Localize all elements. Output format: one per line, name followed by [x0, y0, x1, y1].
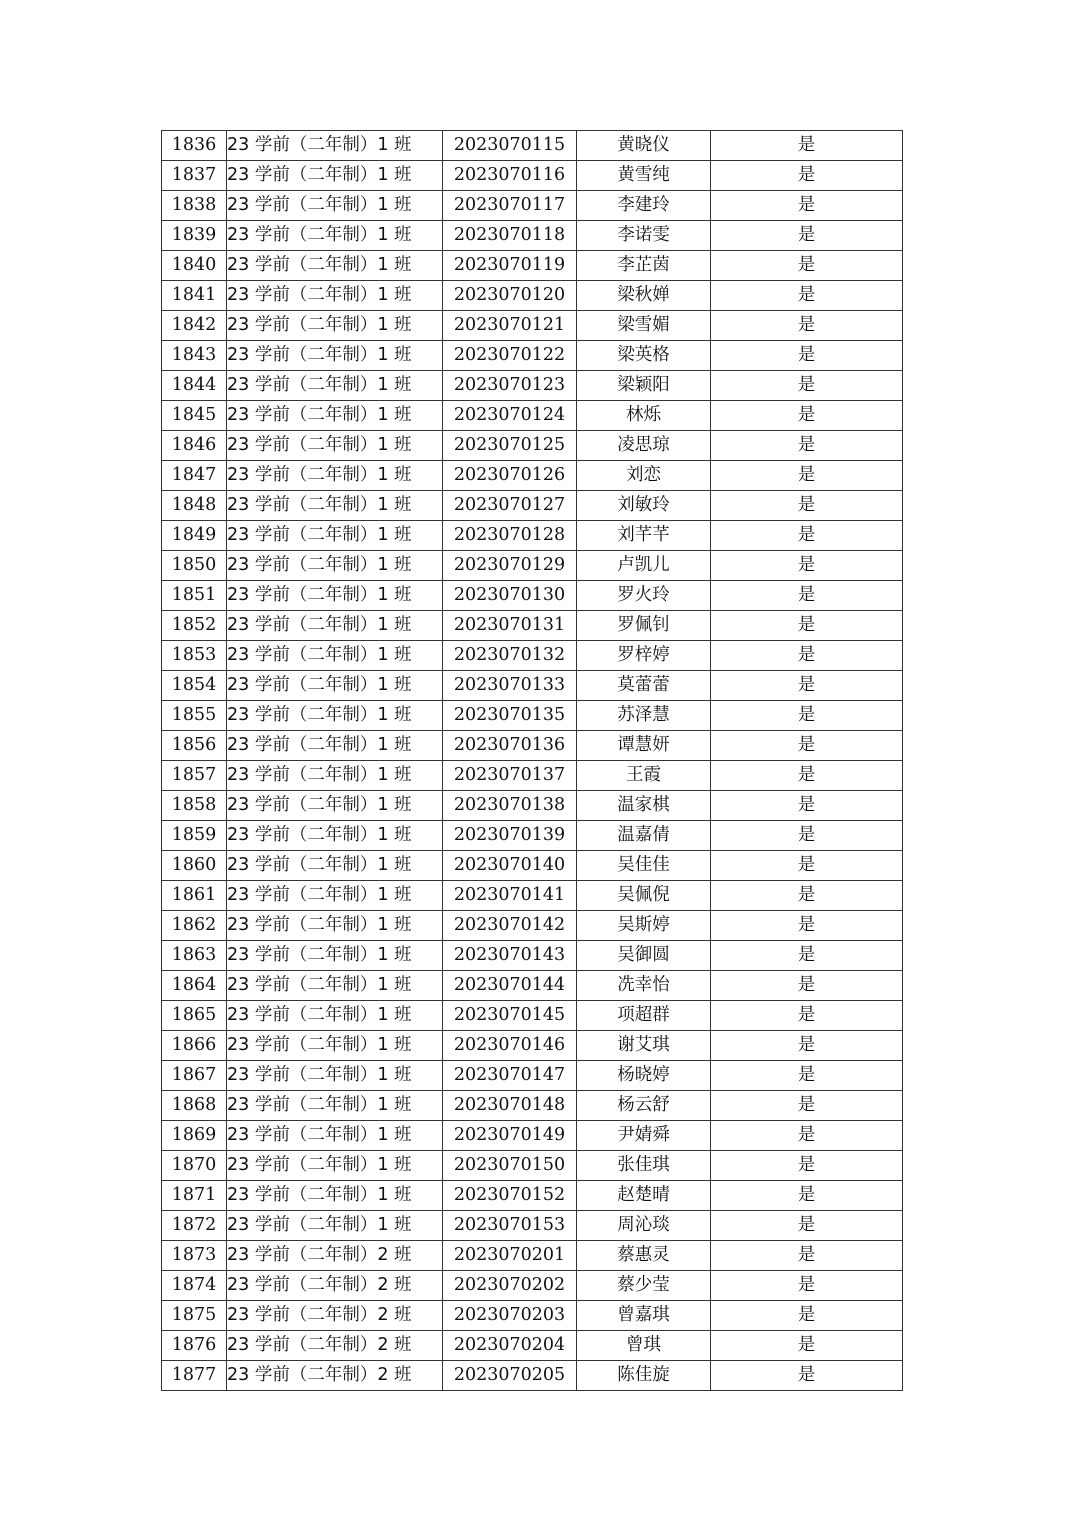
table-row	[162, 161, 903, 191]
table-row	[162, 1031, 903, 1061]
student-id-cell: 2023070202	[443, 1271, 577, 1301]
class-name-cell: 23 学前（二年制）1 班	[227, 521, 443, 551]
class-name-cell: 23 学前（二年制）2 班	[227, 1241, 443, 1271]
student-name-cell: 杨云舒	[577, 1091, 711, 1121]
student-id-cell: 2023070130	[443, 581, 577, 611]
row-number-cell: 1855	[162, 701, 227, 731]
row-number-cell: 1876	[162, 1331, 227, 1361]
table-row	[162, 761, 903, 791]
class-name-cell: 23 学前（二年制）1 班	[227, 1031, 443, 1061]
status-flag-cell: 是	[711, 431, 903, 461]
status-flag-cell: 是	[711, 911, 903, 941]
table-row	[162, 1091, 903, 1121]
table-row	[162, 1271, 903, 1301]
status-flag-cell: 是	[711, 1361, 903, 1391]
student-id-cell: 2023070150	[443, 1151, 577, 1181]
class-name-cell: 23 学前（二年制）1 班	[227, 941, 443, 971]
class-name-cell: 23 学前（二年制）1 班	[227, 881, 443, 911]
table-row	[162, 701, 903, 731]
student-id-cell: 2023070123	[443, 371, 577, 401]
status-flag-cell: 是	[711, 851, 903, 881]
student-name-cell: 吴斯婷	[577, 911, 711, 941]
table-row	[162, 791, 903, 821]
class-name-cell: 23 学前（二年制）1 班	[227, 671, 443, 701]
status-flag-cell: 是	[711, 1091, 903, 1121]
student-id-cell: 2023070126	[443, 461, 577, 491]
table-row	[162, 221, 903, 251]
row-number-cell: 1840	[162, 251, 227, 281]
student-name-cell: 蔡惠灵	[577, 1241, 711, 1271]
table-row	[162, 1241, 903, 1271]
table-row	[162, 251, 903, 281]
student-id-cell: 2023070152	[443, 1181, 577, 1211]
table-row	[162, 341, 903, 371]
class-name-cell: 23 学前（二年制）2 班	[227, 1271, 443, 1301]
status-flag-cell: 是	[711, 731, 903, 761]
student-id-cell: 2023070145	[443, 1001, 577, 1031]
student-name-cell: 梁雪媚	[577, 311, 711, 341]
table-row	[162, 1001, 903, 1031]
class-name-cell: 23 学前（二年制）1 班	[227, 461, 443, 491]
student-name-cell: 尹婧舜	[577, 1121, 711, 1151]
class-name-cell: 23 学前（二年制）1 班	[227, 1001, 443, 1031]
table-row	[162, 971, 903, 1001]
class-name-cell: 23 学前（二年制）1 班	[227, 1211, 443, 1241]
student-name-cell: 黄晓仪	[577, 131, 711, 161]
status-flag-cell: 是	[711, 1181, 903, 1211]
student-id-cell: 2023070153	[443, 1211, 577, 1241]
student-id-cell: 2023070129	[443, 551, 577, 581]
class-name-cell: 23 学前（二年制）1 班	[227, 1061, 443, 1091]
table-row	[162, 401, 903, 431]
class-name-cell: 23 学前（二年制）1 班	[227, 1121, 443, 1151]
class-name-cell: 23 学前（二年制）1 班	[227, 551, 443, 581]
status-flag-cell: 是	[711, 791, 903, 821]
student-id-cell: 2023070144	[443, 971, 577, 1001]
status-flag-cell: 是	[711, 821, 903, 851]
student-id-cell: 2023070121	[443, 311, 577, 341]
student-name-cell: 卢凯儿	[577, 551, 711, 581]
student-name-cell: 罗佩钊	[577, 611, 711, 641]
row-number-cell: 1849	[162, 521, 227, 551]
student-id-cell: 2023070133	[443, 671, 577, 701]
row-number-cell: 1863	[162, 941, 227, 971]
row-number-cell: 1858	[162, 791, 227, 821]
table-row	[162, 431, 903, 461]
status-flag-cell: 是	[711, 131, 903, 161]
table-row	[162, 311, 903, 341]
status-flag-cell: 是	[711, 941, 903, 971]
student-name-cell: 李芷茵	[577, 251, 711, 281]
table-row	[162, 911, 903, 941]
class-name-cell: 23 学前（二年制）1 班	[227, 581, 443, 611]
row-number-cell: 1842	[162, 311, 227, 341]
status-flag-cell: 是	[711, 251, 903, 281]
class-name-cell: 23 学前（二年制）1 班	[227, 341, 443, 371]
row-number-cell: 1837	[162, 161, 227, 191]
status-flag-cell: 是	[711, 521, 903, 551]
table-row	[162, 131, 903, 161]
row-number-cell: 1851	[162, 581, 227, 611]
status-flag-cell: 是	[711, 461, 903, 491]
student-name-cell: 林烁	[577, 401, 711, 431]
student-id-cell: 2023070203	[443, 1301, 577, 1331]
status-flag-cell: 是	[711, 191, 903, 221]
student-id-cell: 2023070131	[443, 611, 577, 641]
class-name-cell: 23 学前（二年制）2 班	[227, 1331, 443, 1361]
row-number-cell: 1843	[162, 341, 227, 371]
student-name-cell: 赵楚晴	[577, 1181, 711, 1211]
row-number-cell: 1866	[162, 1031, 227, 1061]
row-number-cell: 1848	[162, 491, 227, 521]
status-flag-cell: 是	[711, 551, 903, 581]
row-number-cell: 1864	[162, 971, 227, 1001]
student-name-cell: 刘芊芊	[577, 521, 711, 551]
class-name-cell: 23 学前（二年制）2 班	[227, 1361, 443, 1391]
row-number-cell: 1847	[162, 461, 227, 491]
row-number-cell: 1852	[162, 611, 227, 641]
class-name-cell: 23 学前（二年制）1 班	[227, 821, 443, 851]
row-number-cell: 1839	[162, 221, 227, 251]
student-name-cell: 凌思琼	[577, 431, 711, 461]
class-name-cell: 23 学前（二年制）1 班	[227, 1091, 443, 1121]
student-id-cell: 2023070139	[443, 821, 577, 851]
class-name-cell: 23 学前（二年制）1 班	[227, 281, 443, 311]
table-row	[162, 671, 903, 701]
student-id-cell: 2023070128	[443, 521, 577, 551]
student-roster-table	[161, 130, 903, 1391]
status-flag-cell: 是	[711, 281, 903, 311]
student-name-cell: 罗火玲	[577, 581, 711, 611]
student-name-cell: 苏泽慧	[577, 701, 711, 731]
student-id-cell: 2023070147	[443, 1061, 577, 1091]
student-id-cell: 2023070146	[443, 1031, 577, 1061]
student-id-cell: 2023070142	[443, 911, 577, 941]
table-row	[162, 1211, 903, 1241]
row-number-cell: 1871	[162, 1181, 227, 1211]
student-name-cell: 吴御圆	[577, 941, 711, 971]
class-name-cell: 23 学前（二年制）1 班	[227, 911, 443, 941]
class-name-cell: 23 学前（二年制）1 班	[227, 491, 443, 521]
class-name-cell: 23 学前（二年制）1 班	[227, 161, 443, 191]
student-name-cell: 曾嘉琪	[577, 1301, 711, 1331]
class-name-cell: 23 学前（二年制）1 班	[227, 371, 443, 401]
row-number-cell: 1872	[162, 1211, 227, 1241]
student-id-cell: 2023070201	[443, 1241, 577, 1271]
student-name-cell: 刘敏玲	[577, 491, 711, 521]
row-number-cell: 1850	[162, 551, 227, 581]
table-row	[162, 941, 903, 971]
student-name-cell: 杨晓婷	[577, 1061, 711, 1091]
class-name-cell: 23 学前（二年制）1 班	[227, 761, 443, 791]
row-number-cell: 1853	[162, 641, 227, 671]
student-id-cell: 2023070120	[443, 281, 577, 311]
class-name-cell: 23 学前（二年制）1 班	[227, 251, 443, 281]
student-id-cell: 2023070148	[443, 1091, 577, 1121]
student-id-cell: 2023070205	[443, 1361, 577, 1391]
student-id-cell: 2023070149	[443, 1121, 577, 1151]
class-name-cell: 23 学前（二年制）1 班	[227, 1151, 443, 1181]
row-number-cell: 1865	[162, 1001, 227, 1031]
class-name-cell: 23 学前（二年制）1 班	[227, 131, 443, 161]
status-flag-cell: 是	[711, 1061, 903, 1091]
student-name-cell: 蔡少莹	[577, 1271, 711, 1301]
row-number-cell: 1845	[162, 401, 227, 431]
student-id-cell: 2023070137	[443, 761, 577, 791]
student-name-cell: 周沁琰	[577, 1211, 711, 1241]
status-flag-cell: 是	[711, 1241, 903, 1271]
table-row	[162, 641, 903, 671]
row-number-cell: 1860	[162, 851, 227, 881]
row-number-cell: 1861	[162, 881, 227, 911]
student-name-cell: 梁英格	[577, 341, 711, 371]
class-name-cell: 23 学前（二年制）1 班	[227, 971, 443, 1001]
row-number-cell: 1841	[162, 281, 227, 311]
row-number-cell: 1874	[162, 1271, 227, 1301]
row-number-cell: 1844	[162, 371, 227, 401]
student-name-cell: 刘恋	[577, 461, 711, 491]
status-flag-cell: 是	[711, 311, 903, 341]
row-number-cell: 1867	[162, 1061, 227, 1091]
status-flag-cell: 是	[711, 1001, 903, 1031]
table-row	[162, 1361, 903, 1391]
status-flag-cell: 是	[711, 371, 903, 401]
student-name-cell: 梁秋婵	[577, 281, 711, 311]
class-name-cell: 23 学前（二年制）1 班	[227, 701, 443, 731]
status-flag-cell: 是	[711, 881, 903, 911]
class-name-cell: 23 学前（二年制）1 班	[227, 221, 443, 251]
status-flag-cell: 是	[711, 1031, 903, 1061]
student-name-cell: 黄雪纯	[577, 161, 711, 191]
student-id-cell: 2023070127	[443, 491, 577, 521]
table-row	[162, 821, 903, 851]
row-number-cell: 1862	[162, 911, 227, 941]
table-row	[162, 1301, 903, 1331]
status-flag-cell: 是	[711, 401, 903, 431]
row-number-cell: 1846	[162, 431, 227, 461]
student-name-cell: 温家棋	[577, 791, 711, 821]
student-name-cell: 李诺雯	[577, 221, 711, 251]
table-row	[162, 611, 903, 641]
student-name-cell: 莫蕾蕾	[577, 671, 711, 701]
table-row	[162, 1121, 903, 1151]
table-row	[162, 551, 903, 581]
table-row	[162, 191, 903, 221]
status-flag-cell: 是	[711, 491, 903, 521]
status-flag-cell: 是	[711, 581, 903, 611]
table-row	[162, 461, 903, 491]
table-row	[162, 1331, 903, 1361]
status-flag-cell: 是	[711, 1301, 903, 1331]
row-number-cell: 1836	[162, 131, 227, 161]
roster-body	[162, 131, 903, 1391]
table-row	[162, 1151, 903, 1181]
table-row	[162, 521, 903, 551]
table-row	[162, 1061, 903, 1091]
student-name-cell: 谭慧妍	[577, 731, 711, 761]
status-flag-cell: 是	[711, 761, 903, 791]
student-id-cell: 2023070136	[443, 731, 577, 761]
student-id-cell: 2023070124	[443, 401, 577, 431]
class-name-cell: 23 学前（二年制）1 班	[227, 311, 443, 341]
class-name-cell: 23 学前（二年制）2 班	[227, 1301, 443, 1331]
student-id-cell: 2023070117	[443, 191, 577, 221]
table-row	[162, 1181, 903, 1211]
row-number-cell: 1873	[162, 1241, 227, 1271]
row-number-cell: 1870	[162, 1151, 227, 1181]
student-name-cell: 王霞	[577, 761, 711, 791]
student-id-cell: 2023070135	[443, 701, 577, 731]
status-flag-cell: 是	[711, 641, 903, 671]
class-name-cell: 23 学前（二年制）1 班	[227, 191, 443, 221]
status-flag-cell: 是	[711, 1331, 903, 1361]
table-row	[162, 371, 903, 401]
student-name-cell: 张佳琪	[577, 1151, 711, 1181]
class-name-cell: 23 学前（二年制）1 班	[227, 731, 443, 761]
student-name-cell: 谢艾琪	[577, 1031, 711, 1061]
table-row	[162, 881, 903, 911]
student-id-cell: 2023070118	[443, 221, 577, 251]
student-id-cell: 2023070138	[443, 791, 577, 821]
table-row	[162, 731, 903, 761]
student-id-cell: 2023070116	[443, 161, 577, 191]
student-id-cell: 2023070122	[443, 341, 577, 371]
student-name-cell: 梁颖阳	[577, 371, 711, 401]
status-flag-cell: 是	[711, 1211, 903, 1241]
status-flag-cell: 是	[711, 1271, 903, 1301]
row-number-cell: 1877	[162, 1361, 227, 1391]
class-name-cell: 23 学前（二年制）1 班	[227, 851, 443, 881]
row-number-cell: 1857	[162, 761, 227, 791]
status-flag-cell: 是	[711, 1121, 903, 1151]
table-row	[162, 851, 903, 881]
student-name-cell: 罗梓婷	[577, 641, 711, 671]
status-flag-cell: 是	[711, 161, 903, 191]
class-name-cell: 23 学前（二年制）1 班	[227, 611, 443, 641]
row-number-cell: 1854	[162, 671, 227, 701]
row-number-cell: 1856	[162, 731, 227, 761]
student-id-cell: 2023070132	[443, 641, 577, 671]
table-row	[162, 491, 903, 521]
student-name-cell: 冼幸怡	[577, 971, 711, 1001]
class-name-cell: 23 学前（二年制）1 班	[227, 401, 443, 431]
student-name-cell: 曾琪	[577, 1331, 711, 1361]
status-flag-cell: 是	[711, 1151, 903, 1181]
row-number-cell: 1838	[162, 191, 227, 221]
table-row	[162, 281, 903, 311]
status-flag-cell: 是	[711, 971, 903, 1001]
status-flag-cell: 是	[711, 671, 903, 701]
status-flag-cell: 是	[711, 611, 903, 641]
row-number-cell: 1859	[162, 821, 227, 851]
student-name-cell: 吴佳佳	[577, 851, 711, 881]
student-id-cell: 2023070115	[443, 131, 577, 161]
student-name-cell: 陈佳旋	[577, 1361, 711, 1391]
class-name-cell: 23 学前（二年制）1 班	[227, 641, 443, 671]
student-name-cell: 李建玲	[577, 191, 711, 221]
student-name-cell: 吴佩倪	[577, 881, 711, 911]
status-flag-cell: 是	[711, 221, 903, 251]
student-id-cell: 2023070204	[443, 1331, 577, 1361]
student-name-cell: 项超群	[577, 1001, 711, 1031]
student-id-cell: 2023070119	[443, 251, 577, 281]
class-name-cell: 23 学前（二年制）1 班	[227, 1181, 443, 1211]
status-flag-cell: 是	[711, 701, 903, 731]
table-row	[162, 581, 903, 611]
row-number-cell: 1868	[162, 1091, 227, 1121]
class-name-cell: 23 学前（二年制）1 班	[227, 431, 443, 461]
student-name-cell: 温嘉倩	[577, 821, 711, 851]
class-name-cell: 23 学前（二年制）1 班	[227, 791, 443, 821]
student-id-cell: 2023070125	[443, 431, 577, 461]
row-number-cell: 1875	[162, 1301, 227, 1331]
student-id-cell: 2023070140	[443, 851, 577, 881]
student-id-cell: 2023070141	[443, 881, 577, 911]
student-id-cell: 2023070143	[443, 941, 577, 971]
row-number-cell: 1869	[162, 1121, 227, 1151]
status-flag-cell: 是	[711, 341, 903, 371]
